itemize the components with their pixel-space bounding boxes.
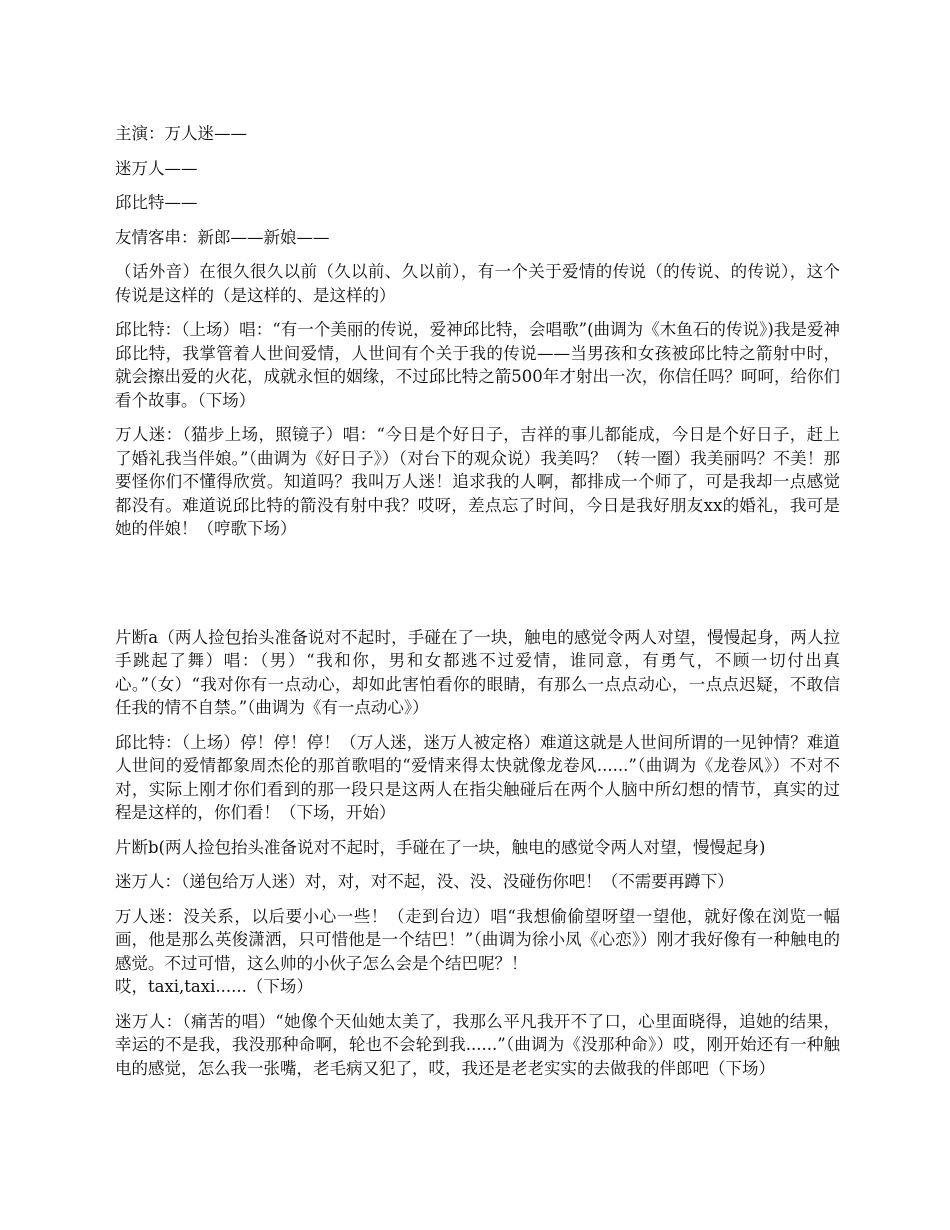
fragment-a-paragraph: 片断a（两人捡包抬头准备说对不起时，手碰在了一块，触电的感觉令两人对望，慢慢起身，两人拉手跳起了舞）唱：（男）“我和你，男和女都逃不过爱情，谁同意，有勇气，不顾一切付出真心。”（女）“我对你有一点动心，却如此害怕看你的眼睛，有那么一点点动心，一点点迟疑，不敢信任我的情不自禁。”（曲调为《有一点动心》） bbox=[115, 627, 840, 717]
section-gap bbox=[115, 552, 840, 626]
miwanren-apology-paragraph: 迷万人：（递包给万人迷）对，对，对不起，没、没、没碰伤你吧！（不需要再蹲下） bbox=[115, 872, 734, 891]
cupid-intro-paragraph: 邱比特：（上场）唱：“有一个美丽的传说，爱神邱比特，会唱歌”(曲调为《木鱼石的传说》)我是爱神邱比特，我掌管着人世间爱情，人世间有个关于我的传说——当男孩和女孩被邱比特之箭射中时，就会擦出爱的火花，成就永恒的姻缘，不过邱比特之箭500年才射出一次，你信任吗？呵呵，给你们看个故事。（下场） bbox=[115, 320, 840, 410]
cast-second-line: 迷万人—— bbox=[115, 158, 198, 178]
wanrenmi-entrance-paragraph: 万人迷：（猫步上场，照镜子）唱：“今日是个好日子，吉祥的事儿都能成，今日是个好日子，赶上了婚礼我当伴娘。”（曲调为《好日子》）（对台下的观众说）我美吗？（转一圈）我美丽吗？不美！那要怪你们不懂得欣赏。知道吗？我叫万人迷！追求我的人啊，都排成一个师了，可是我却一点感觉都没有。难道说邱比特的箭没有射中我？哎呀，差点忘了时间，今日是我好朋友xx的婚礼，我可是她的伴娘！（哼歌下场） bbox=[115, 425, 840, 538]
cast-guest-line: 友情客串：新郎——新娘—— bbox=[115, 227, 330, 247]
fragment-b-paragraph: 片断b(两人捡包抬头准备说对不起时，手碰在了一块，触电的感觉令两人对望，慢慢起身) bbox=[115, 837, 766, 857]
cupid-stop-paragraph: 邱比特：（上场）停！停！停！（万人迷，迷万人被定格）难道这就是人世间所谓的一见钟情？难道人世间的爱情都象周杰伦的那首歌唱的“爱情来得太快就像龙卷风......”（曲调为《龙卷风》）不对不对，实际上刚才你们看到的那一段只是这两人在指尖触碰后在两个人脑中所幻想的情节，真实的过程是这样的，你们看！（下场，开始） bbox=[115, 732, 840, 822]
narration-paragraph: （话外音）在很久很久以前（久以前、久以前），有一个关于爱情的传说（的传说、的传说），这个传说是这样的（是这样的、是这样的） bbox=[115, 262, 840, 305]
cast-cupid-line: 邱比特—— bbox=[115, 193, 198, 212]
cast-lead-line: 主演：万人迷—— bbox=[115, 124, 247, 143]
wanrenmi-taxi-line: 哎，taxi,taxi......（下场） bbox=[115, 977, 313, 996]
miwanren-song-paragraph: 迷万人：（痛苦的唱）“她像个天仙她太美了，我那么平凡我开不了口，心里面晓得，追她的结果，幸运的不是我，我没那种命啊，轮也不会轮到我......”（曲调为《没那种命》）哎，刚开始还有一种触电的感觉，怎么我一张嘴，老毛病又犯了，哎，我还是老老实实的去做我的伴郎吧（下场） bbox=[115, 1011, 840, 1078]
wanrenmi-song-paragraph: 万人迷：没关系，以后要小心一些！（走到台边）唱“我想偷偷望呀望一望他，就好像在浏览一幅画，他是那么英俊潇洒，只可惜他是一个结巴！”（曲调为徐小凤《心恋》）刚才我好像有一种触电的感觉。不过可惜，这么帅的小伙子怎么会是个结巴呢？！ bbox=[115, 906, 840, 973]
document-page bbox=[115, 122, 840, 1091]
